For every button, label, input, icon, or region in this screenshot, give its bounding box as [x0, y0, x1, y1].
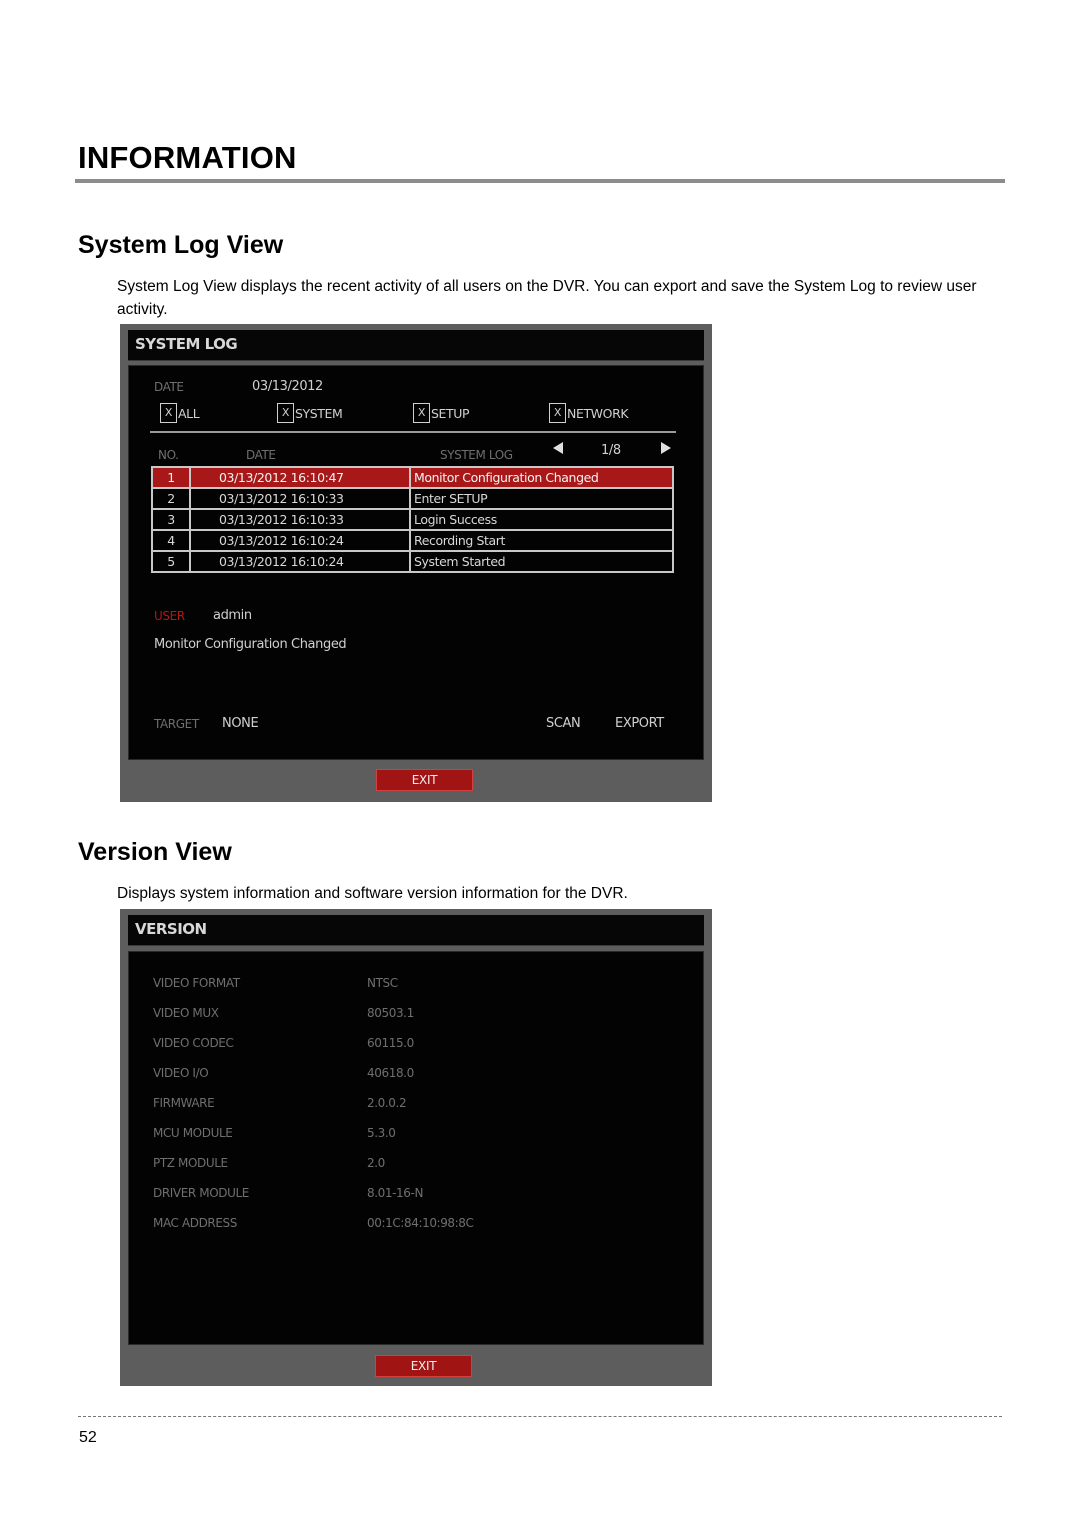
version-row-label: VIDEO MUX [153, 1006, 219, 1020]
version-row-label: MAC ADDRESS [153, 1216, 237, 1230]
table-row[interactable] [152, 488, 673, 509]
filter-network-checkbox[interactable]: X [549, 403, 566, 423]
filter-divider [150, 431, 676, 433]
system-log-titlebar [128, 330, 704, 361]
filter-network[interactable] [549, 403, 628, 423]
date-label: DATE [154, 380, 184, 394]
row-log: Enter SETUP [410, 488, 673, 509]
system-log-panel [128, 365, 704, 760]
user-label: USER [154, 609, 185, 623]
title-divider [75, 179, 1005, 183]
filter-all[interactable] [160, 403, 199, 423]
row-no: 1 [152, 467, 190, 488]
table-row[interactable] [152, 509, 673, 530]
filter-setup-checkbox[interactable]: X [413, 403, 430, 423]
system-log-exit-button[interactable]: EXIT [376, 769, 473, 791]
scan-button[interactable]: SCAN [546, 716, 581, 731]
version-description: Displays system information and software version information for the DVR. [117, 885, 628, 902]
page-number: 52 [79, 1429, 97, 1446]
version-row-value: 2.0.0.2 [367, 1096, 407, 1110]
target-value[interactable]: NONE [222, 716, 259, 731]
target-label: TARGET [154, 717, 199, 731]
version-row-label: VIDEO I/O [153, 1066, 209, 1080]
row-datetime: 03/13/2012 16:10:24 [190, 530, 410, 551]
row-log: Monitor Configuration Changed [410, 467, 673, 488]
next-page-icon[interactable] [661, 442, 671, 454]
version-row-value: 8.01-16-N [367, 1186, 424, 1200]
row-log: Login Success [410, 509, 673, 530]
filter-network-label: NETWORK [567, 405, 629, 421]
row-datetime: 03/13/2012 16:10:33 [190, 509, 410, 530]
version-row-label: PTZ MODULE [153, 1156, 228, 1170]
version-row-label: DRIVER MODULE [153, 1186, 249, 1200]
system-log-description: System Log View displays the recent activity of all users on the DVR. You can export and save the System Log to review user activity. [117, 278, 977, 318]
system-log-screen [120, 324, 712, 802]
version-panel [128, 951, 704, 1345]
table-row[interactable] [152, 551, 673, 572]
version-row-value: 2.0 [367, 1156, 385, 1170]
row-datetime: 03/13/2012 16:10:33 [190, 488, 410, 509]
user-value: admin [213, 608, 252, 623]
row-no: 4 [152, 530, 190, 551]
page-indicator: 1/8 [601, 443, 621, 458]
date-value[interactable]: 03/13/2012 [252, 379, 323, 394]
filter-all-checkbox[interactable]: X [160, 403, 177, 423]
filter-system-checkbox[interactable]: X [277, 403, 294, 423]
row-datetime: 03/13/2012 16:10:47 [190, 467, 410, 488]
version-row-label: FIRMWARE [153, 1096, 215, 1110]
row-log: Recording Start [410, 530, 673, 551]
filter-setup[interactable] [413, 403, 469, 423]
version-row-label: VIDEO FORMAT [153, 976, 240, 990]
version-titlebar [128, 915, 704, 946]
column-system-log: SYSTEM LOG [440, 448, 513, 462]
row-no: 5 [152, 551, 190, 572]
footer-divider [78, 1416, 1002, 1417]
version-heading: Version View [78, 838, 232, 866]
filter-setup-label: SETUP [431, 405, 470, 421]
column-no: NO. [158, 448, 179, 462]
filter-all-label: ALL [178, 405, 200, 421]
version-exit-button[interactable]: EXIT [375, 1355, 472, 1377]
system-log-heading: System Log View [78, 231, 284, 259]
table-row[interactable] [152, 467, 673, 488]
version-row-label: MCU MODULE [153, 1126, 233, 1140]
export-button[interactable]: EXPORT [615, 716, 664, 731]
filter-system-label: SYSTEM [295, 405, 343, 421]
version-screen [120, 909, 712, 1386]
version-row-value: 80503.1 [367, 1006, 414, 1020]
filter-system[interactable] [277, 403, 342, 423]
version-row-value: 00:1C:84:10:98:8C [367, 1216, 474, 1230]
log-detail: Monitor Configuration Changed [154, 637, 347, 652]
version-row-value: 60115.0 [367, 1036, 414, 1050]
version-title: VERSION [135, 920, 207, 938]
prev-page-icon[interactable] [553, 442, 563, 454]
table-row[interactable] [152, 530, 673, 551]
system-log-title: SYSTEM LOG [135, 335, 238, 353]
row-log: System Started [410, 551, 673, 572]
row-datetime: 03/13/2012 16:10:24 [190, 551, 410, 572]
version-row-value: 5.3.0 [367, 1126, 396, 1140]
log-table [151, 466, 674, 573]
version-row-label: VIDEO CODEC [153, 1036, 234, 1050]
version-row-value: NTSC [367, 976, 398, 990]
column-date: DATE [246, 448, 276, 462]
row-no: 3 [152, 509, 190, 530]
version-row-value: 40618.0 [367, 1066, 414, 1080]
row-no: 2 [152, 488, 190, 509]
page-title: INFORMATION [78, 140, 297, 175]
